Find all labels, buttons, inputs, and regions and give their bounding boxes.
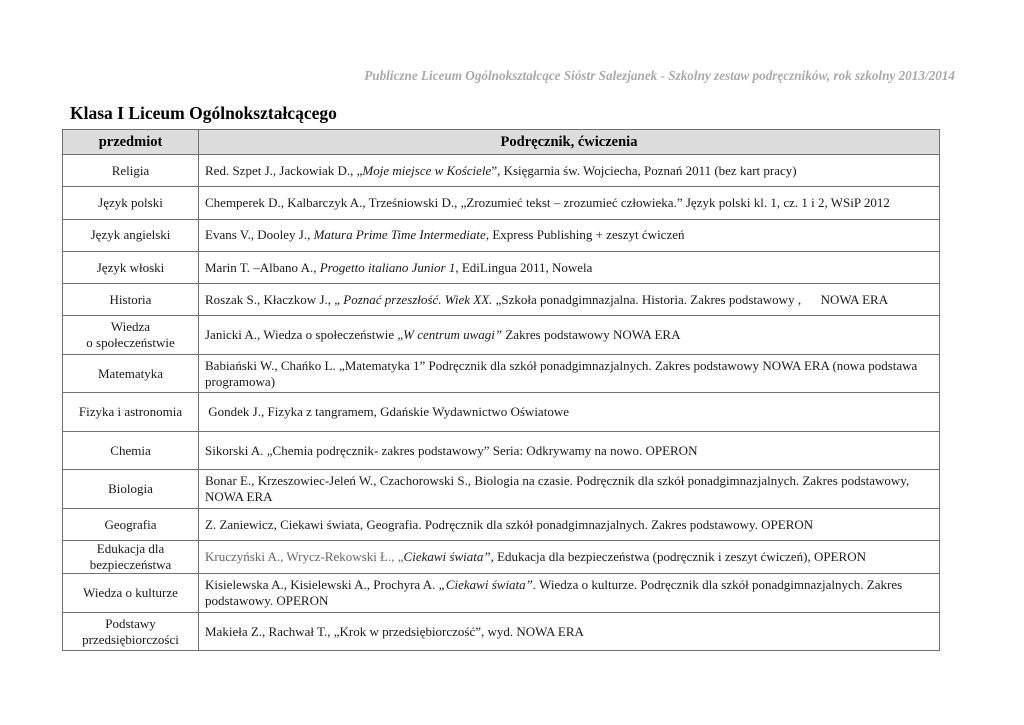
book-cell xyxy=(199,284,940,316)
book-text: Makieła Z., Rachwał T., „Krok w przedsiębiorczość”, wyd. NOWA ERA xyxy=(205,623,584,639)
book-cell xyxy=(199,431,940,470)
book-text: „Szkoła ponadgimnazjalna. Historia. Zakres podstawowy , NOWA ERA xyxy=(492,291,889,307)
table-row-wok xyxy=(63,574,940,613)
subject-line: przedsiębiorczości xyxy=(82,631,179,647)
book-text: Kruczyński A., Wrycz-Rekowski Ł., „ xyxy=(205,549,404,565)
book-title: „Ciekawi świata”. xyxy=(438,577,537,593)
document-header: Publiczne Liceum Ogólnokształcące Sióstr Salezjanek - Szkolny zestaw podręczników, rok szkolny 2013/2014 xyxy=(364,68,955,83)
table-row-edb xyxy=(63,541,940,574)
subject-cell: Wiedza o kulturze xyxy=(63,574,199,613)
subject-cell: Biologia xyxy=(63,470,199,509)
book-text: Roszak S., Kłaczkow J., „ xyxy=(205,291,344,307)
column-header-subject: przedmiot xyxy=(63,130,199,155)
textbook-table xyxy=(62,129,940,651)
table-row-chemia xyxy=(63,431,940,470)
book-text: Edukacja dla bezpieczeństwa (podręcznik i zeszyt ćwiczeń), OPERON xyxy=(493,549,866,565)
book-title: Poznać przeszłość. Wiek XX. xyxy=(343,291,493,307)
table-row-geografia xyxy=(63,508,940,540)
table-row-religia xyxy=(63,155,940,187)
subject-cell: Chemia xyxy=(63,431,199,470)
subject-cell: Język angielski xyxy=(63,219,199,251)
book-cell xyxy=(199,574,940,613)
book-text: Red. Szpet J., Jackowiak D., „ xyxy=(205,162,363,178)
table-row-matematyka xyxy=(63,354,940,393)
book-text: Gondek J., Fizyka z tangramem, Gdańskie Wydawnictwo Oświatowe xyxy=(205,404,569,420)
book-cell xyxy=(199,155,940,187)
book-text: Z. Zaniewicz, Ciekawi świata, Geografia. Podręcznik dla szkół ponadgimnazjalnych. Zakres podstawowy. OPERON xyxy=(205,516,814,532)
subject-line: bezpieczeństwa xyxy=(89,557,172,573)
book-cell xyxy=(199,508,940,540)
book-cell xyxy=(199,612,940,651)
book-cell xyxy=(199,251,940,283)
column-header-book: Podręcznik, ćwiczenia xyxy=(199,130,940,155)
table-row-jezyk-angielski xyxy=(63,219,940,251)
subject-cell: Matematyka xyxy=(63,354,199,393)
subject-cell xyxy=(63,541,199,574)
book-text: Sikorski A. „Chemia podręcznik- zakres podstawowy” Seria: Odkrywamy na nowo. OPERON xyxy=(205,442,698,458)
book-cell xyxy=(199,393,940,432)
book-text: Chemperek D., Kalbarczyk A., Trześniowski D., „Zrozumieć tekst – zrozumieć człowieka.” Język polski kl. 1, cz. 1 i 2, WSiP 2012 xyxy=(205,194,890,210)
book-text: , EdiLingua 2011, Nowela xyxy=(455,259,593,275)
subject-cell: Język włoski xyxy=(63,251,199,283)
book-title: Ciekawi świata”, xyxy=(403,549,494,565)
book-text: Bonar E., Krzeszowiec-Jeleń W., Czachorowski S., Biologia na czasie. Podręcznik dla szkół ponadgimnazjalnych. Zakres podstawowy, NOWA ERA xyxy=(205,473,910,505)
book-cell xyxy=(199,541,940,574)
subject-cell: Język polski xyxy=(63,187,199,219)
book-cell xyxy=(199,316,940,355)
subject-cell: Religia xyxy=(63,155,199,187)
table-row-wos xyxy=(63,316,940,355)
table-header-row xyxy=(63,130,940,155)
book-cell xyxy=(199,219,940,251)
book-text: Janicki A., Wiedza o społeczeństwie „ xyxy=(205,327,404,343)
book-text: Marin T. –Albano A., xyxy=(205,259,320,275)
book-cell xyxy=(199,470,940,509)
book-text: Evans V., Dooley J., xyxy=(205,227,314,243)
book-text: Babiański W., Chańko L. „Matematyka 1” Podręcznik dla szkół ponadgimnazjalnych. Zakres podstawowy NOWA ERA (nowa podstawa programowa) xyxy=(205,357,918,389)
book-title: W centrum uwagi” xyxy=(403,327,503,343)
class-title: Klasa I Liceum Ogólnokształcącego xyxy=(70,103,337,123)
book-title: Progetto italiano Junior 1 xyxy=(319,259,456,275)
table-row-jezyk-wloski xyxy=(63,251,940,283)
book-text: , Express Publishing + zeszyt ćwiczeń xyxy=(485,227,685,243)
subject-line: Wiedza xyxy=(110,319,151,335)
subject-cell: Fizyka i astronomia xyxy=(63,393,199,432)
table-row-jezyk-polski xyxy=(63,187,940,219)
subject-line: Podstawy xyxy=(105,615,156,631)
book-text: ”, Księgarnia św. Wojciecha, Poznań 2011 (bez kart pracy) xyxy=(491,162,797,178)
book-text: Wiedza o kulturze. Podręcznik dla szkół ponadgimnazjalnych. Zakres podstawowy. OPERON xyxy=(205,577,903,609)
table-row-biologia xyxy=(63,470,940,509)
book-title: Matura Prime Time Intermediate xyxy=(313,227,486,243)
subject-line: Edukacja dla xyxy=(96,541,165,557)
subject-line: o społeczeństwie xyxy=(86,335,175,351)
book-title: Moje miejsce w Kościele xyxy=(362,162,492,178)
book-text: Zakres podstawowy NOWA ERA xyxy=(502,327,681,343)
table-row-historia xyxy=(63,284,940,316)
subject-cell xyxy=(63,612,199,651)
subject-cell xyxy=(63,316,199,355)
subject-cell: Geografia xyxy=(63,508,199,540)
table-row-podstawy-przedsiebiorczosci xyxy=(63,612,940,651)
book-text: Kisielewska A., Kisielewski A., Prochyra A. xyxy=(205,577,439,593)
book-cell xyxy=(199,187,940,219)
table-row-fizyka xyxy=(63,393,940,432)
book-cell xyxy=(199,354,940,393)
subject-cell: Historia xyxy=(63,284,199,316)
